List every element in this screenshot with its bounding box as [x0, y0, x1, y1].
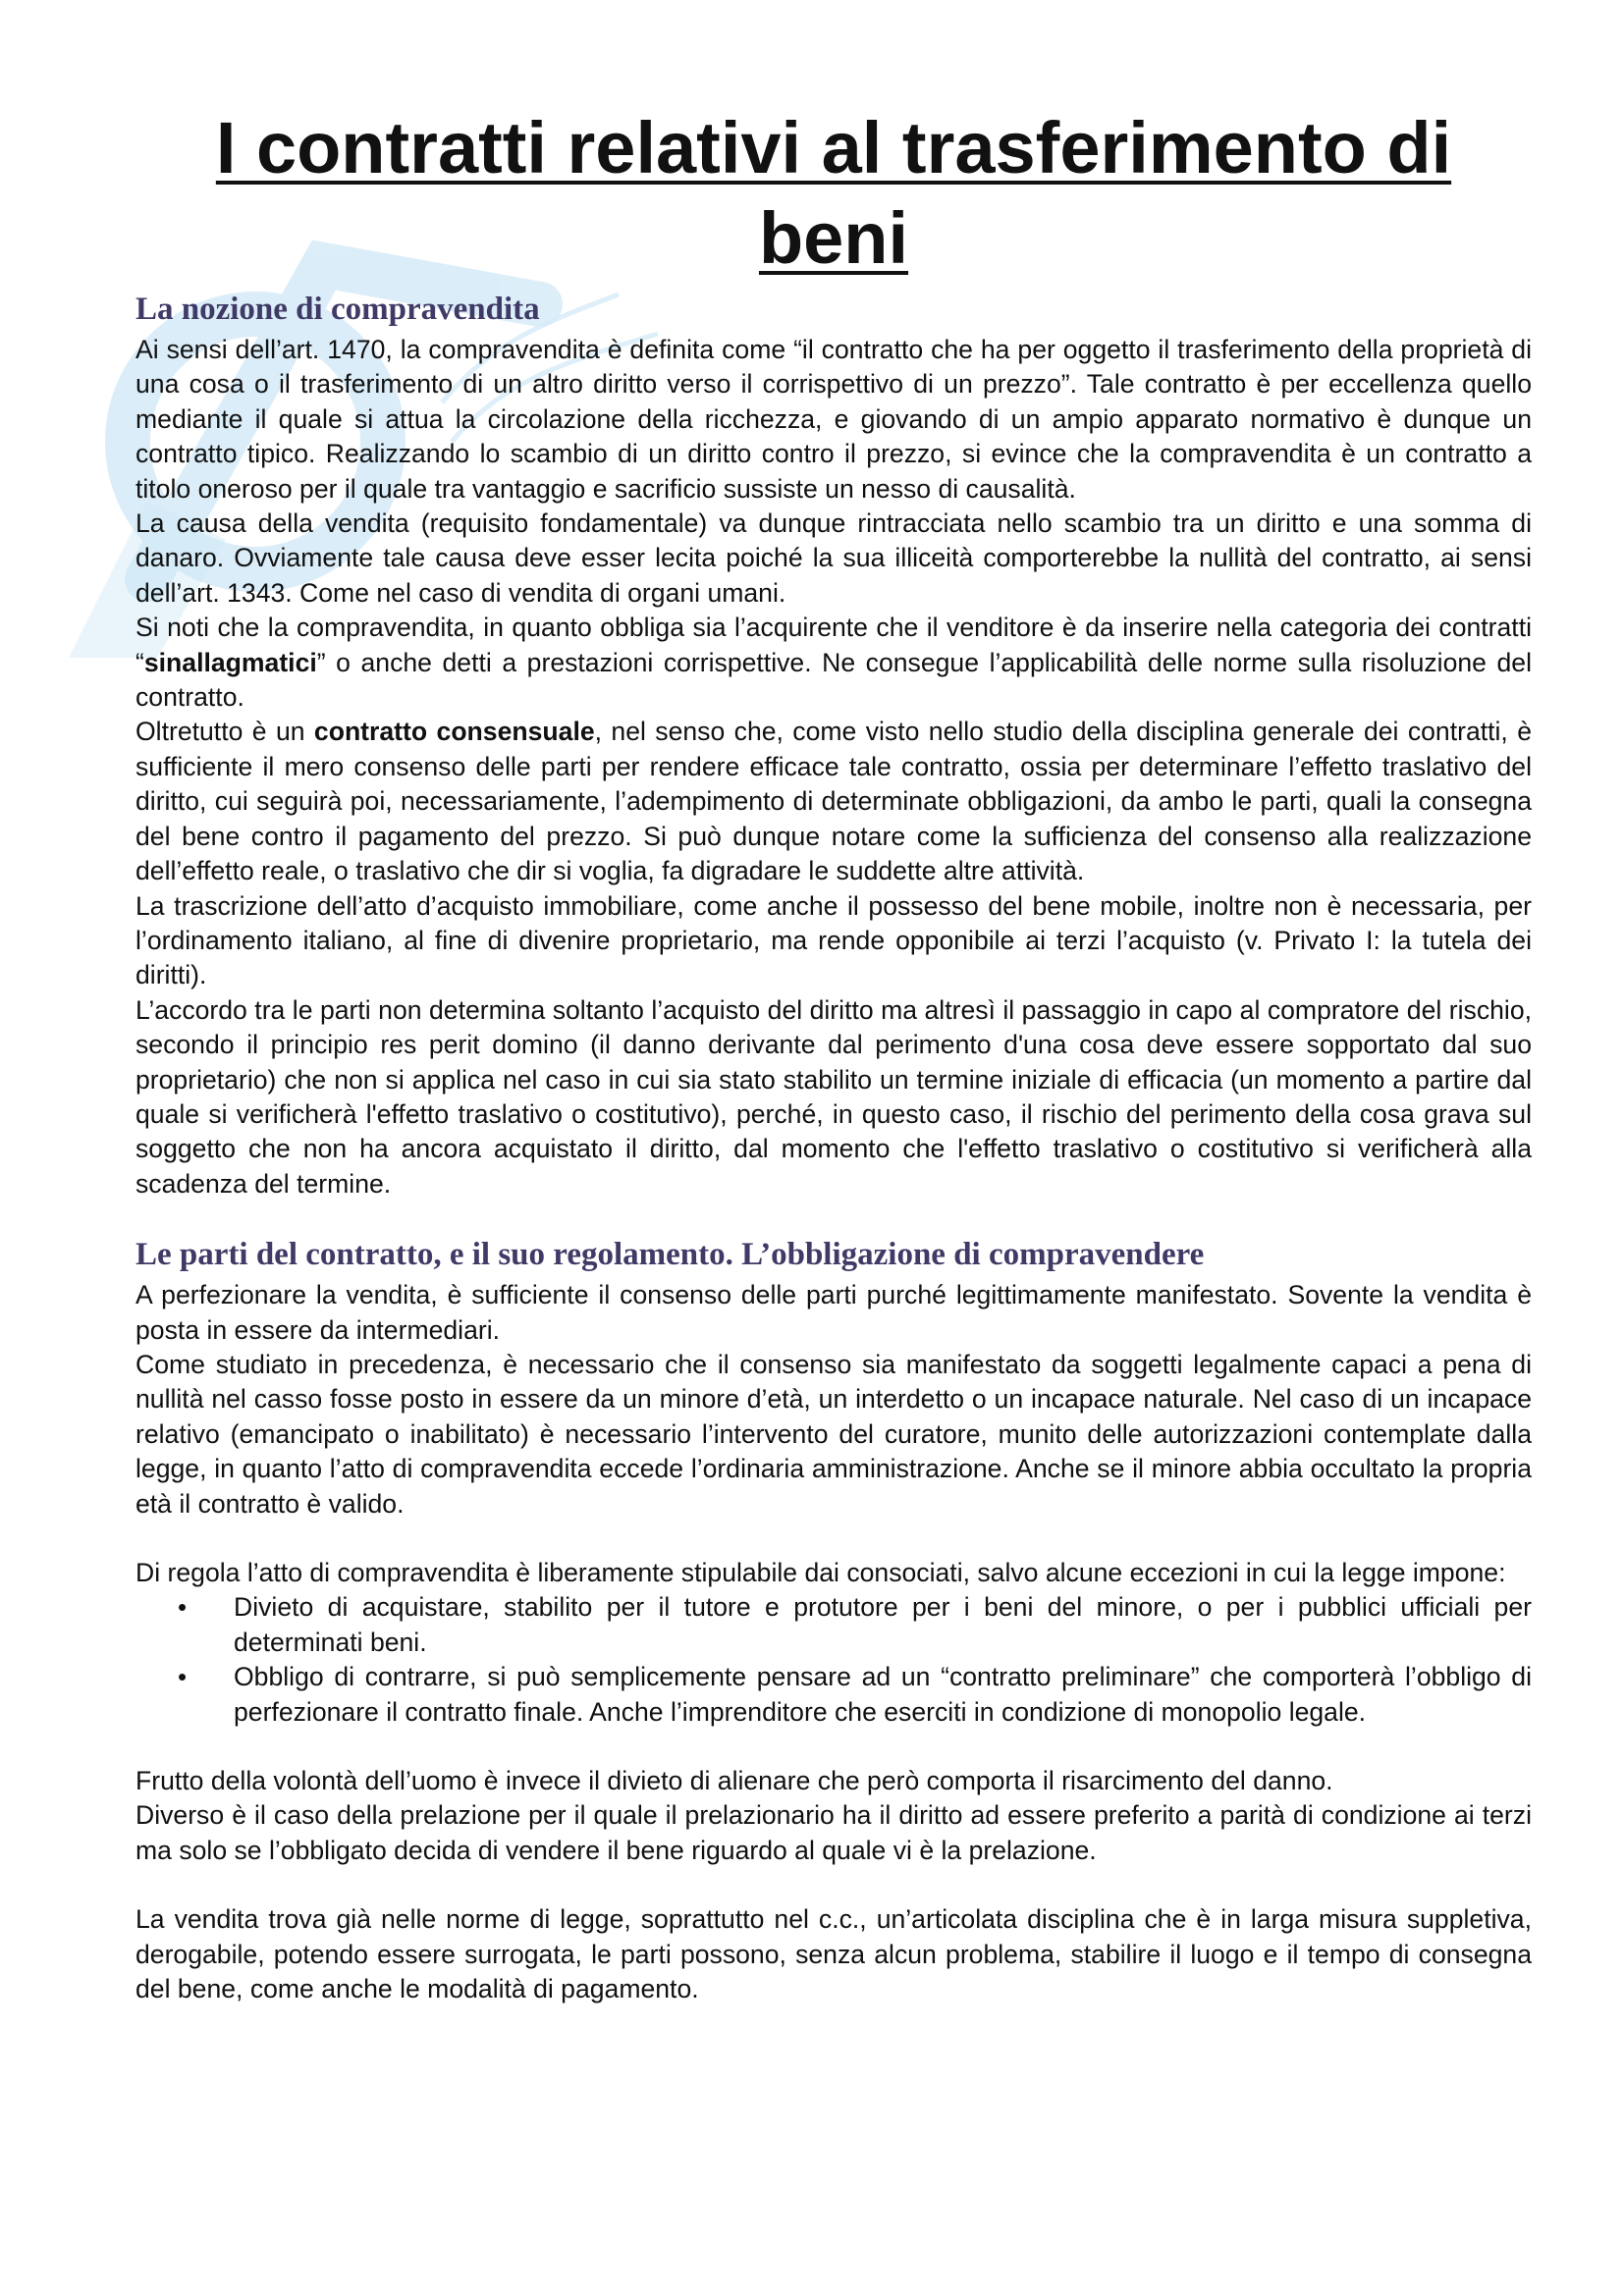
body-paragraph: Di regola l’atto di compravendita è liberamente stipulabile dai consociati, salvo alcune eccezioni in cui la legge impone:	[135, 1558, 1506, 1587]
bold-term: sinallagmatici	[143, 647, 317, 677]
body-paragraph: Si noti che la compravendita, in quanto obbliga sia l’acquirente che il venditore è da inserire nella categoria dei contratti “sinallagmatici” o anche detti a prestazioni corrispettive. Ne consegue l’applicabilità delle norme sulla risoluzione del contratto.	[135, 613, 1532, 713]
document-body	[135, 290, 1532, 2006]
body-paragraph: La vendita trova già nelle norme di legge, soprattutto nel c.c., un’articolata disciplina che è in larga misura suppletiva, derogabile, potendo essere surrogata, le parti possono, senza alcun problema, stabilire il luogo e il tempo di consegna del bene, come anche le modalità di pagamento.	[135, 1904, 1532, 2004]
document-page	[135, 103, 1532, 2006]
body-paragraph: A perfezionare la vendita, è sufficiente il consenso delle parti purché legittimamente manifestato. Sovente la vendita è posta in essere da intermediari.	[135, 1280, 1532, 1345]
body-paragraph: La trascrizione dell’atto d’acquisto immobiliare, come anche il possesso del bene mobile, inoltre non è necessaria, per l’ordinamento italiano, al fine di divenire proprietario, ma rende opponibile ai terzi l’acquisto (v. Privato I: la tutela dei diritti).	[135, 890, 1532, 990]
list-item: • Obbligo di contrarre, si può semplicemente pensare ad un “contratto preliminare” che comporterà l’obbligo di perfezionare il contratto finale. Anche l’imprenditore che eserciti in condizione di monopolio legale.	[178, 1662, 1532, 1727]
bold-term: contratto consensuale	[313, 717, 595, 747]
body-paragraph: Come studiato in precedenza, è necessario che il consenso sia manifestato da soggetti legalmente capaci a pena di nullità nel casso fosse posto in essere da un minore d’età, un interdetto o un incapace naturale. Nel caso di un incapace relativo (emancipato o inabilitato) è necessario l’intervento del curatore, munito delle autorizzazioni contemplate dalla legge, in quanto l’atto di compravendita eccede l’ordinaria amministrazione. Anche se il minore abbia occultato la propria età il contratto è valido.	[135, 1349, 1532, 1519]
section-heading: La nozione di compravendita	[135, 292, 540, 327]
body-paragraph: La causa della vendita (requisito fondamentale) va dunque rintracciata nello scambio tra un diritto e una somma di danaro. Ovviamente tale causa deve esser lecita poiché la sua illiceità comporterebbe la nullità del contratto, ai sensi dell’art. 1343. Come nel caso di vendita di organi umani.	[135, 508, 1532, 608]
bullet-list	[135, 1590, 1532, 1730]
section-heading: Le parti del contratto, e il suo regolamento. L’obbligazione di compravendere	[135, 1237, 1205, 1273]
body-paragraph: Frutto della volontà dell’uomo è invece il divieto di alienare che però comporta il risarcimento del danno.	[135, 1766, 1333, 1796]
bullet-icon: •	[178, 1662, 188, 1692]
body-paragraph: L’accordo tra le parti non determina soltanto l’acquisto del diritto ma altresì il passaggio in capo al compratore del rischio, secondo il principio res perit domino (il danno derivante dal perimento d'una cosa deve essere sopportato dal suo proprietario) che non si applica nel caso in cui sia stato stabilito un termine iniziale di efficacia (un momento a partire dal quale si verificherà l'effetto traslativo o costitutivo), perché, in questo caso, il rischio del perimento della cosa grava sul soggetto che non ha ancora acquistato il diritto, dal momento che l'effetto traslativo o costitutivo si verificherà alla scadenza del termine.	[135, 994, 1532, 1199]
list-item: • Divieto di acquistare, stabilito per il tutore e protutore per i beni del minore, o per i pubblici ufficiali per determinati beni.	[178, 1592, 1532, 1657]
body-paragraph: Ai sensi dell’art. 1470, la compravendita è definita come “il contratto che ha per oggetto il trasferimento della proprietà di una cosa o il trasferimento di un altro diritto verso il corrispettivo di un prezzo”. Tale contratto è per eccellenza quello mediante il quale si attua la circolazione della ricchezza, e giovando di un ampio apparato normativo è dunque un contratto tipico. Realizzando lo scambio di un diritto contro il prezzo, si evince che la compravendita è un contratto a titolo oneroso per il quale tra vantaggio e sacrificio sussiste un nesso di causalità.	[135, 335, 1532, 504]
body-paragraph: Oltretutto è un contratto consensuale, nel senso che, come visto nello studio della disciplina generale dei contratti, è sufficiente il mero consenso delle parti per rendere efficace tale contratto, ossia per determinare l’effetto traslativo del diritto, cui seguirà poi, necessariamente, l’adempimento di determinate obbligazioni, da ambo le parti, quali la consegna del bene contro il pagamento del prezzo. Si può dunque notare come la sufficienza del consenso alla realizzazione dell’effetto reale, o traslativo che dir si voglia, fa digradare le suddette altre attività.	[135, 717, 1532, 886]
page-title: I contratti relativi al trasferimento di beni	[215, 107, 1452, 279]
bullet-icon: •	[178, 1592, 188, 1623]
body-paragraph: Diverso è il caso della prelazione per il quale il prelazionario ha il diritto ad essere preferito a parità di condizione ai terzi ma solo se l’obbligato decida di vendere il bene riguardo al quale vi è la prelazione.	[135, 1800, 1532, 1865]
